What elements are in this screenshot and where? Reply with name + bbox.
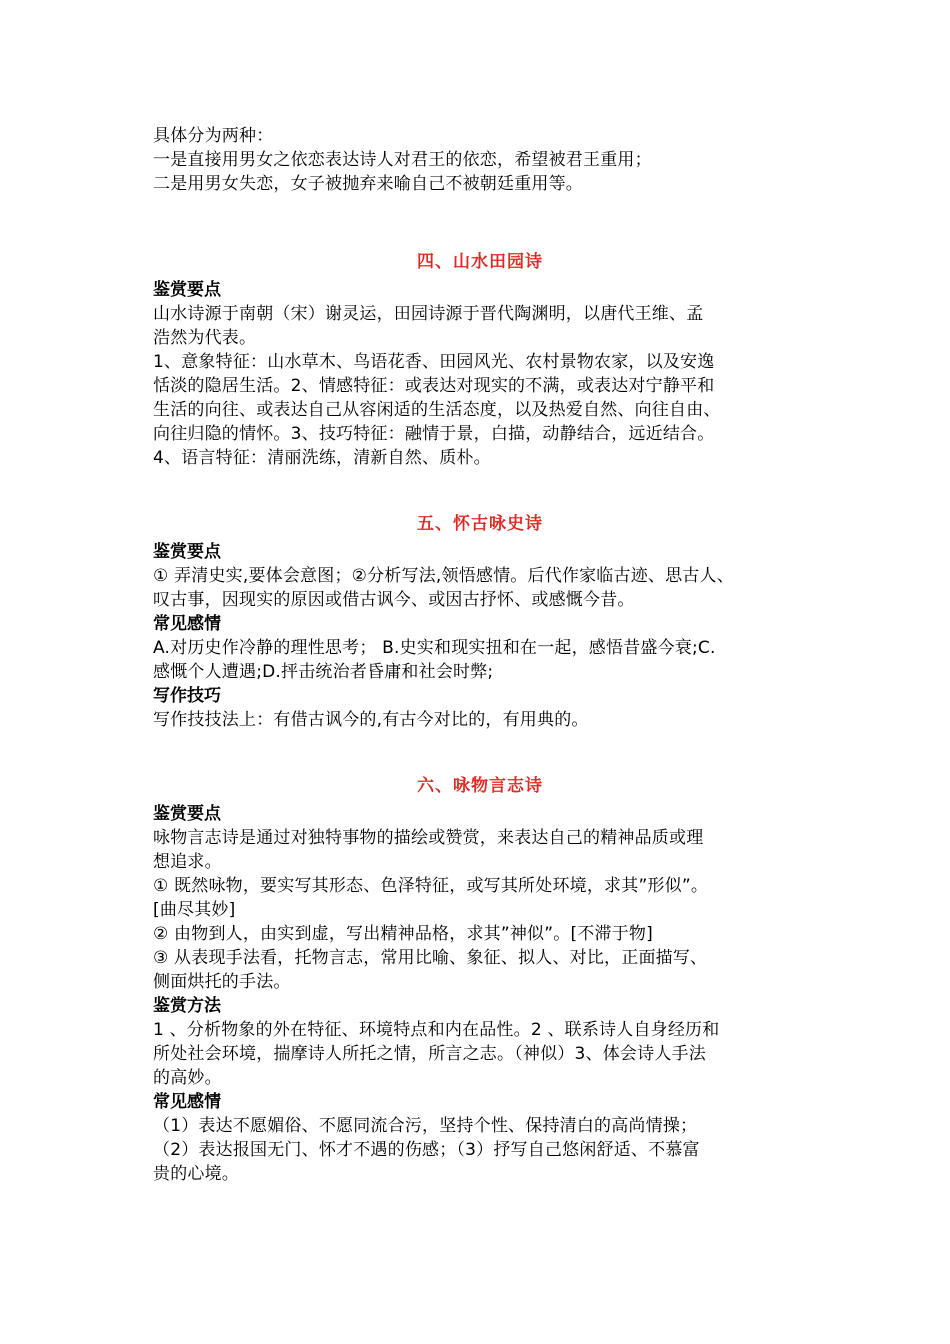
subheading: 鉴赏方法 bbox=[153, 996, 221, 1016]
subheading: 鉴赏要点 bbox=[153, 280, 221, 300]
section-title: 四、山水田园诗 bbox=[417, 252, 543, 272]
text-line: （2）表达报国无门、怀才不遇的伤感；（3）抒写自己悠闲舒适、不慕富 bbox=[153, 1140, 700, 1160]
subheading: 常见感情 bbox=[153, 1092, 221, 1112]
intro-paragraph bbox=[153, 124, 813, 196]
section-shanshui-tianyuan bbox=[153, 250, 813, 470]
subheading: 鉴赏要点 bbox=[153, 804, 221, 824]
text-line: 具体分为两种： bbox=[153, 126, 274, 146]
text-line: ① 弄清史实,要体会意图；②分析写法,领悟感情。后代作家临古迹、思古人、 bbox=[153, 566, 734, 586]
text-line: 恬淡的隐居生活。2、情感特征：或表达对现实的不满，或表达对宁静平和 bbox=[153, 376, 715, 396]
document-page bbox=[153, 124, 813, 1186]
text-line: 想追求。 bbox=[153, 852, 222, 872]
section-title: 六、咏物言志诗 bbox=[417, 776, 543, 796]
text-line: 咏物言志诗是通过对独特事物的描绘或赞赏，来表达自己的精神品质或理 bbox=[153, 828, 704, 848]
section-title: 五、怀古咏史诗 bbox=[417, 514, 543, 534]
text-line: 侧面烘托的手法。 bbox=[153, 972, 291, 992]
text-line: 二是用男女失恋，女子被抛弃来喻自己不被朝廷重用等。 bbox=[153, 174, 583, 194]
text-line: [曲尽其妙] bbox=[153, 900, 236, 920]
text-line: 4、语言特征：清丽洗练，清新自然、质朴。 bbox=[153, 448, 491, 468]
text-line: 写作技技法上：有借古讽今的,有古今对比的，有用典的。 bbox=[153, 710, 589, 730]
subheading: 写作技巧 bbox=[153, 686, 221, 706]
text-line: 1、意象特征：山水草木、鸟语花香、田园风光、农村景物农家，以及安逸 bbox=[153, 352, 715, 372]
text-line: 生活的向往、或表达自己从容闲适的生活态度，以及热爱自然、向往自由、 bbox=[153, 400, 721, 420]
text-line: （1）表达不愿媚俗、不愿同流合污，坚持个性、保持清白的高尚情操； bbox=[153, 1116, 698, 1136]
text-line: 1 、分析物象的外在特征、环境特点和内在品性。2 、联系诗人自身经历和 bbox=[153, 1020, 720, 1040]
text-line: 的高妙。 bbox=[153, 1068, 222, 1088]
section-yongwu-yanzhi bbox=[153, 774, 813, 1186]
text-line: ② 由物到人，由实到虚，写出精神品格，求其”神似”。[不滞于物] bbox=[153, 924, 653, 944]
text-line: ③ 从表现手法看，托物言志，常用比喻、象征、拟人、对比，正面描写、 bbox=[153, 948, 708, 968]
text-line: 贵的心境。 bbox=[153, 1164, 239, 1184]
text-line: 一是直接用男女之依恋表达诗人对君王的依恋，希望被君王重用； bbox=[153, 150, 652, 170]
subheading: 常见感情 bbox=[153, 614, 221, 634]
section-huaigu-yongshi bbox=[153, 512, 813, 732]
text-line: 所处社会环境，揣摩诗人所托之情，所言之志。（神似）3、体会诗人手法 bbox=[153, 1044, 706, 1064]
text-line: 叹古事，因现实的原因或借古讽今、或因古抒怀、或感慨今昔。 bbox=[153, 590, 635, 610]
text-line: 浩然为代表。 bbox=[153, 328, 257, 348]
text-line: 山水诗源于南朝（宋）谢灵运，田园诗源于晋代陶渊明，以唐代王维、孟 bbox=[153, 304, 704, 324]
text-line: 向往归隐的情怀。3、技巧特征：融情于景，白描，动静结合，远近结合。 bbox=[153, 424, 715, 444]
text-line: A.对历史作冷静的理性思考； B.史实和现实扭和在一起，感悟昔盛今衰;C. bbox=[153, 638, 716, 658]
text-line: 感慨个人遭遇;D.抨击统治者昏庸和社会时弊; bbox=[153, 662, 494, 682]
text-line: ① 既然咏物，要实写其形态、色泽特征，或写其所处环境，求其”形似”。 bbox=[153, 876, 709, 896]
subheading: 鉴赏要点 bbox=[153, 542, 221, 562]
